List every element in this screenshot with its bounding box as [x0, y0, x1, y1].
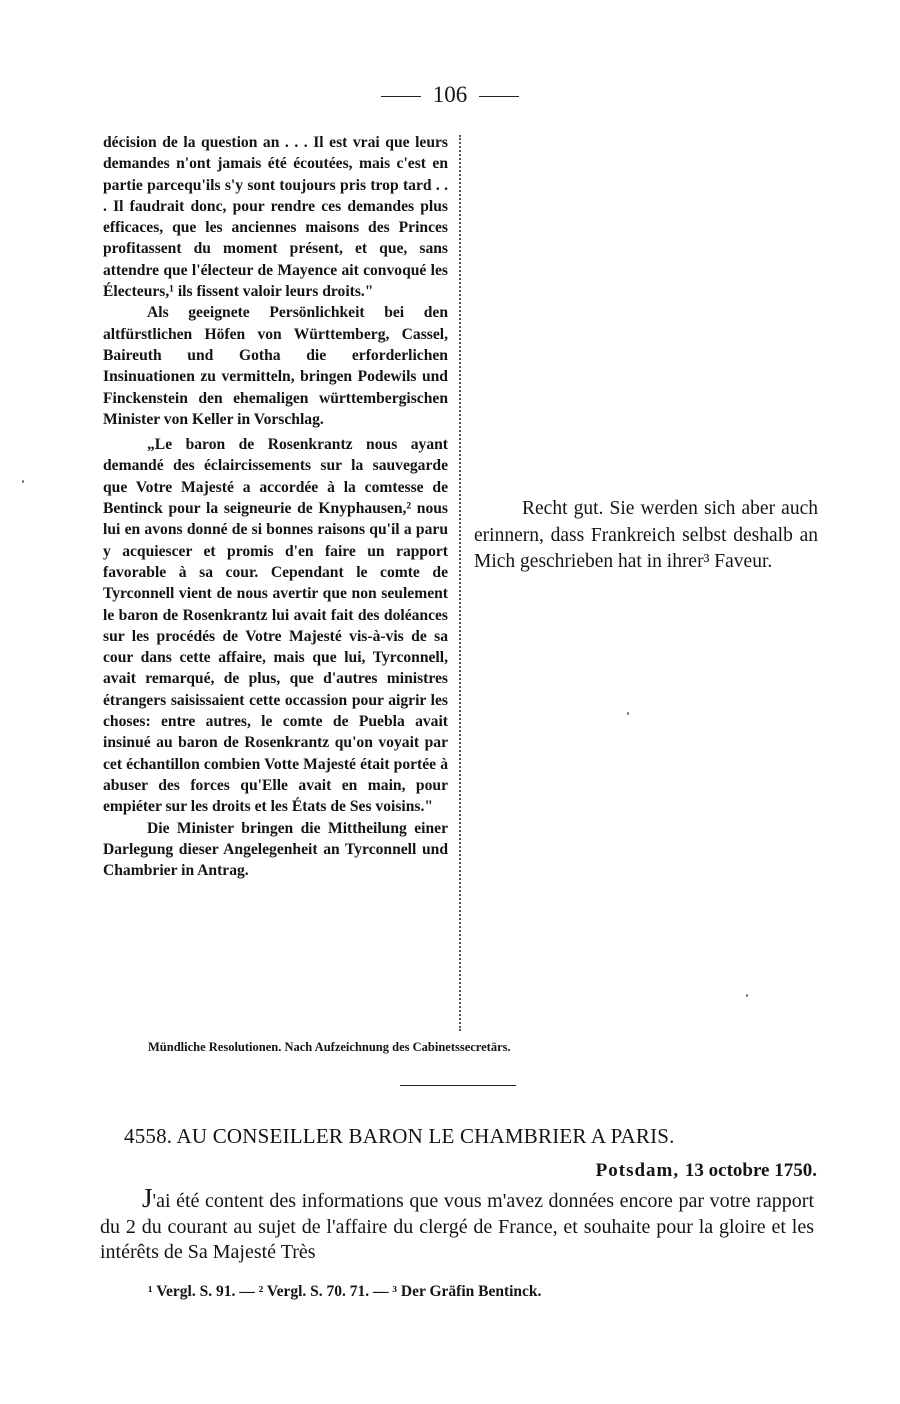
- left-column: [103, 132, 448, 881]
- scan-speck: [627, 712, 629, 715]
- letter-body: [100, 1183, 814, 1266]
- letter-initial: J: [142, 1183, 153, 1213]
- footnotes: ¹ Vergl. S. 91. — ² Vergl. S. 70. 71. — ³ Der Gräfin Bentinck.: [148, 1283, 542, 1300]
- letter-body-text: 'ai été content des informations que vous m'avez données encore par votre rapport du 2 du courant au sujet de l'affaire du clergé de France, et souhaite pour la gloire et les intérêts de Sa Majesté Très: [100, 1190, 814, 1263]
- scan-speck: [22, 480, 24, 483]
- left-paragraph-2: Als geeignete Persönlichkeit bei den altfürstlichen Höfen von Württemberg, Cassel, Baireuth und Gotha die erforderlichen Insinuationen zu vermitteln, bringen Podewils und Finckenstein den ehemaligen württembergischen Minister von Keller in Vorschlag.: [103, 304, 448, 428]
- letter-dateline: [596, 1160, 817, 1182]
- left-paragraph-3: „Le baron de Rosenkrantz nous ayant demandé des éclaircissements sur la sauvegarde que Votre Majesté a accordée à la comtesse de Bentinck pour la seigneurie de Knyphausen,² nous lui en avons donné de si bonnes raisons qu'il a paru y acquiescer et promis d'en faire un rapport favorable à sa cour. Cependant le comte de Tyrconnell vient de nous avertir que non seulement le baron de Rosenkrantz lui avait fait des doléances sur les procédés de Votre Majesté vis-à-vis de sa cour dans cette affaire, mais que lui, Tyrconnell, avait remarqué, de plus, que d'autres ministres étrangers saisissaient cette occassion pour aigrir les choses: entre autres, le comte de Puebla avait insinué au baron de Rosenkrantz qu'on voyait par cet échantillon combien Votte Majesté était portée à abuser des forces qu'Elle avait en main, pour empiéter sur les droits et les États de Ses voisins.": [103, 436, 448, 816]
- letter-heading: 4558. AU CONSEILLER BARON LE CHAMBRIER A PARIS.: [124, 1124, 675, 1148]
- left-paragraph-1: décision de la question an . . . Il est vrai que leurs demandes n'ont jamais été écoutées, mais c'est en partie parcequ'ils s'y sont toujours pris trop tard . . . Il faudrait donc, pour rendre ces demandes plus efficaces, que les anciennes maisons des Princes profitassent du moment présent, et que, sans attendre que l'électeur de Mayence ait convoqué les Électeurs,¹ ils fissent valoir leurs droits.": [103, 134, 448, 301]
- column-divider: [459, 135, 461, 1031]
- left-paragraph-4: Die Minister bringen die Mittheilung einer Darlegung dieser Angelegenheit an Tyrconnell und Chambrier in Antrag.: [103, 819, 448, 880]
- section-rule: [400, 1085, 516, 1086]
- right-column: [474, 496, 818, 576]
- dateline-place: Potsdam,: [595, 1160, 680, 1181]
- scan-speck: [746, 994, 748, 997]
- source-note: Mündliche Resolutionen. Nach Aufzeichnung des Cabinetssecretärs.: [148, 1040, 511, 1054]
- page-number: [0, 82, 900, 108]
- page-number-value: 106: [432, 82, 468, 107]
- page-number-dash-right: [479, 96, 519, 97]
- dateline-date: 13 octobre 1750.: [684, 1160, 817, 1181]
- page-number-dash-left: [381, 96, 421, 97]
- royal-resolution: Recht gut. Sie werden sich aber auch erinnern, dass Frankreich selbst deshalb an Mich geschrieben hat in ihrer³ Faveur.: [474, 498, 818, 572]
